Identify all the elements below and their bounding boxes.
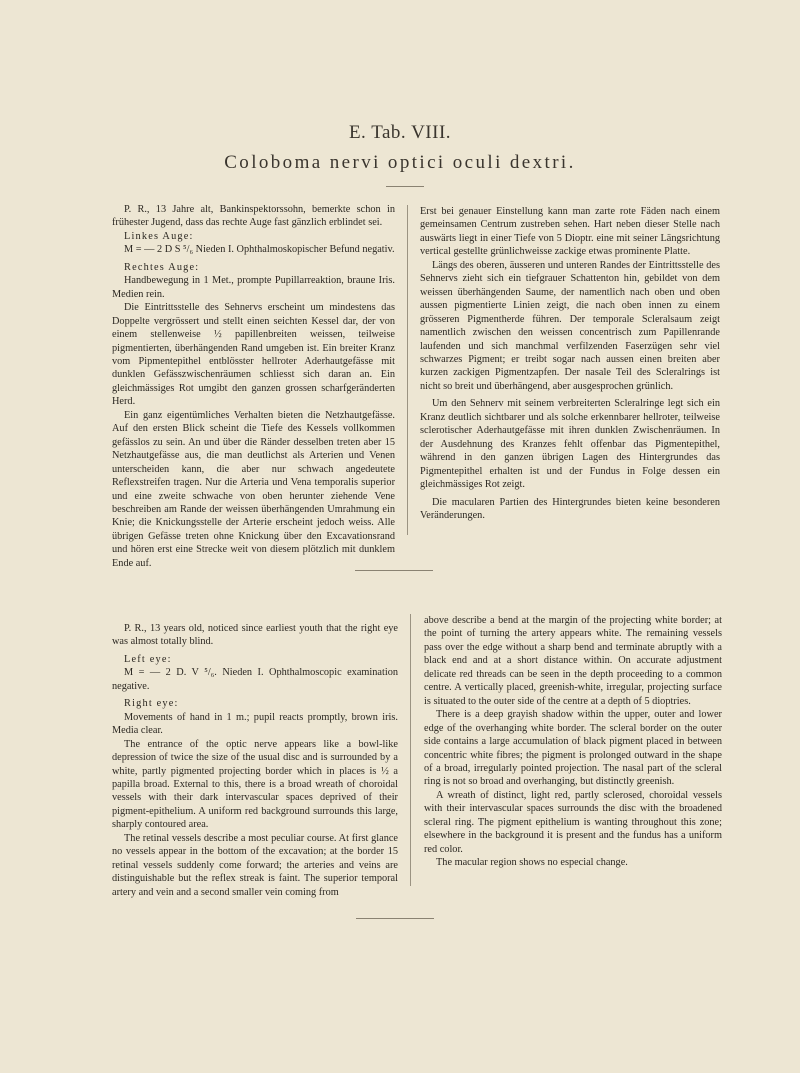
paragraph: There is a deep grayish shadow within the upper, outer and lower edge of the overhanging white border. The scleral border on the outer side contains a large accumulation of black pigment placed in between concentric white fibres; the pigment is prolonged outward in the shape of a broad, irregularly pointed projection. The nasal part of the scleral ring is not so broad and overhanging, but distinctly greenish. [424,709,722,788]
paragraph: P. R., 13 years old, noticed since earliest youth that the right eye was almost totally blind. [112,623,398,648]
paragraph: A wreath of distinct, light red, partly sclerosed, choroidal vessels with their intervascular spaces surrounds the disc with the broadened scleral ring. The pigment epithelium is wanting throughout this zone; elsewhere in the background it is present and the fundus has a uniform red color. [424,789,722,855]
paragraph: Längs des oberen, äusseren und unteren Randes der Eintrittsstelle des Sehnervs zieht sich ein tiefgrauer Schattenton hin, gebildet von dem weissen überhängenden Saume, der namentlich nach oben und oben aussen pigmentierte Linien zeigt, die nach oben innen zu einem grösseren Pigmentherde führen. Der temporale Scleralsaum zeigt namentlich zwischen den weissen concentrisch zum Papillenrande laufenden und sich manchmal verfilzenden Faserzügen sehr viel schwarzes Pigment; er treibt sogar nach aussen einen breiten aber kurzen zackigen Pigmentzapfen. Der nasale Teil des Scleralrings ist nicht so breit und überhängend, aber ausgesprochen grünlich. [420,259,720,392]
paragraph: Movements of hand in 1 m.; pupil reacts promptly, brown iris. Media clear. [112,711,398,737]
paragraph: Handbewegung in 1 Met., prompte Pupillarreaktion, braune Iris. Medien rein. [112,275,395,300]
paragraph: above describe a bend at the margin of the projecting white border; at the point of turning the artery appears white. The remaining vessels pass over the edge without a sharp bend and terminate abruptly with a black end and at a short distance within. On accurate adjustment delicate red threads can be seen in the depth proceeding to a common centre. A vertically placed, greenish-white, irregular, projecting surface is situated to the outer side of the centre at a depth of 5 dioptries. [424,615,722,707]
paragraph: Rechtes Auge: [124,261,200,273]
plate-subtitle: Coloboma nervi optici oculi dextri. [224,152,576,173]
paragraph: Linkes Auge: [124,230,194,242]
paragraph: Ein ganz eigentümliches Verhalten bieten die Netzhautgefässe. Auf den ersten Blick scheint die Tiefe des Kessels vollkommen gefässlos zu sein. An und über die Ränder desselben treten aber 15 Netzhautgefässe aus, die man deutlichst als Arterien und Venen unterscheiden kann, die aber nur schwach angedeutete Reflexstreifen tragen. Nur die Arteria und Vena temporalis superior und eine zweite schwache von oben herunter ziehende Vene beschreiben am Rande der weissen überhängenden Umrahmung ein Knie; die Knickungsstelle der Arterie erscheint jedoch weiss. Alle übrigen Gefässe treten ohne Knickung über den Excavationsrand und hören erst eine Strecke weit von diesem plötzlich mit dunklem Ende auf. [112,409,395,569]
paragraph: Die Eintrittsstelle des Sehnervs erscheint um mindestens das Doppelte vergrössert und stellt einen seichten Kessel dar, der von einem stellenweise ½ papillenbreiten weissen, teilweise pigmentierten, überhängenden Rand umgeben ist. Ein breiter Kranz vom Pipmentepithel entblösster hellroter Aderhautgefässe mit dunklen Gefässzwischenräumen schliesst sich daran an. Ein gleichmässiges Rot umgibt den ganzen grossen scharfgeränderten Herd. [112,302,395,408]
paragraph: P. R., 13 Jahre alt, Bankinspektorssohn, bemerkte schon in frühester Jugend, dass das rechte Auge fast gänzlich erblindet sei. [112,204,395,229]
english-left-column [112,622,398,899]
paragraph: Left eye: [124,653,172,665]
column-divider [407,205,408,535]
paragraph: Die macularen Partien des Hintergrundes bieten keine besonderen Veränderungen. [420,496,720,521]
plate-title: E. Tab. VIII. [348,122,452,143]
paragraph: The retinal vessels describe a most peculiar course. At first glance no vessels appear in the bottom of the excavation; at the border 15 retinal vessels suddenly come forward; the arteries and veins are distinguishable but the reflex streak is faint. The superior temporal artery and vein and a second smaller vein coming from [112,832,398,898]
paragraph: The macular region shows no especial change. [436,857,628,869]
german-left-column [112,203,395,570]
paragraph: M = — 2 D S ⁵/₆ Nieden I. Ophthalmoskopischer Befund negativ. [124,244,395,256]
english-right-column [424,614,722,870]
paragraph: Right eye: [124,698,179,710]
title-divider [386,186,424,187]
bottom-divider [356,918,434,919]
paragraph: Erst bei genauer Einstellung kann man zarte rote Fäden nach einem gemeinsamen Centrum zustreben sehen. Hart neben dieser Stelle nach auswärts liegt in einer Tiefe von 5 Dioptr. eine mit seiner Längsrichtung vertical gestellte grünlichweisse zackige etwas prominente Platte. [420,206,720,258]
paragraph: M = — 2 D. V ⁵/₆. Nieden I. Ophthalmoscopic examination negative. [112,667,398,692]
section-divider [355,570,433,571]
paragraph: Um den Sehnerv mit seinem verbreiterten Scleralringe legt sich ein Kranz deutlich sichtbarer und als solche erkennbarer hellroter, teilweise sclerotischer Aderhautgefässe mit ihren dunklen Zwischenräumen. In der Ausdehnung des Kranzes fehlt offenbar das Pigmentepithel, während in den ganzen übrigen Lagen des Hintergrundes das Pigmentepithel erhalten ist und der Fundus in Folge dessen ein gleichmässiges Rot zeigt. [420,398,720,491]
paragraph: The entrance of the optic nerve appears like a bowl-like depression of twice the size of the usual disc and is surrounded by a white, partly pigmented projecting border which in places is ½ a papilla broad. External to this, there is a broad wreath of choroidal vessels with their dark intervascular spaces deprived of their pigment-epithelium. A uniform red background surrounds this large, sharply contoured area. [112,738,398,831]
column-divider [410,614,411,886]
german-right-column [420,205,720,522]
